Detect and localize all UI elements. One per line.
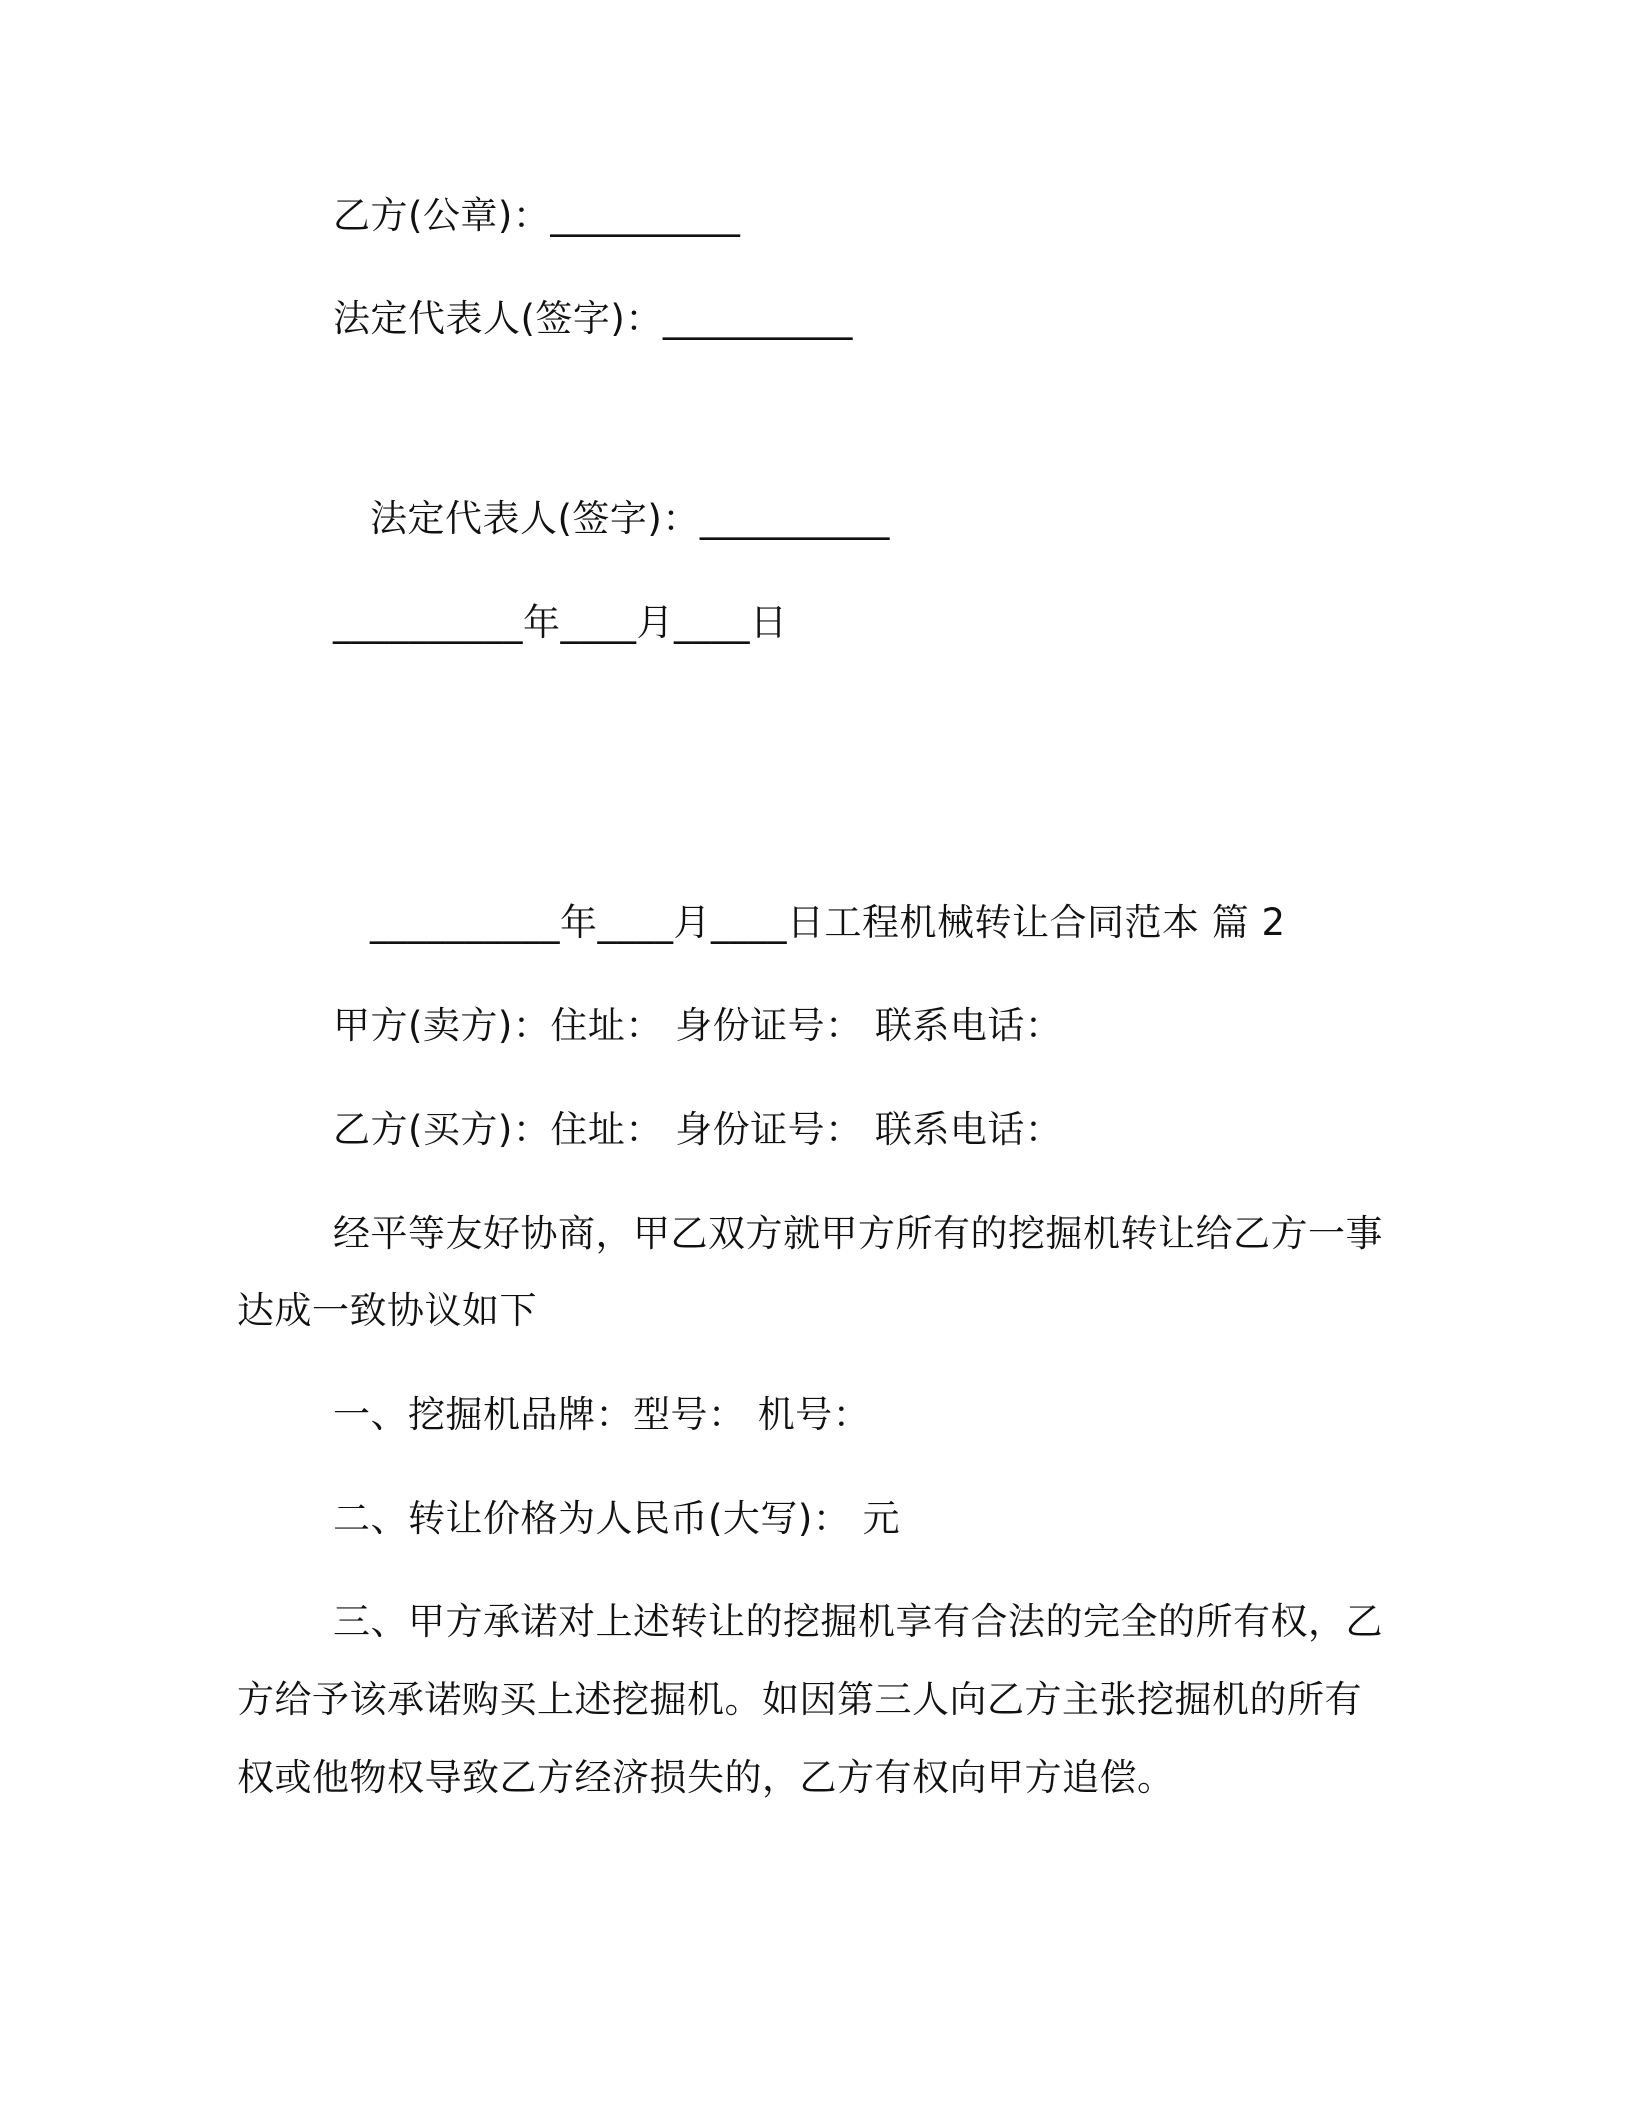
legal-rep-signature-line-2: 法定代表人(签字)：__________ <box>370 497 890 540</box>
section-title: __________年____月____日工程机械转让合同范本 篇 2 <box>370 901 1286 944</box>
clause-3-line-1: 三、甲方承诺对上述转让的挖掘机享有合法的完全的所有权，乙 <box>333 1600 1383 1643</box>
clause-2: 二、转让价格为人民币(大写)： 元 <box>333 1497 901 1540</box>
intro-paragraph-line-1: 经平等友好协商，甲乙双方就甲方所有的挖掘机转让给乙方一事 <box>333 1212 1383 1255</box>
party-b-seal-line: 乙方(公章)：__________ <box>333 194 741 237</box>
legal-rep-signature-line: 法定代表人(签字)：__________ <box>333 297 853 340</box>
date-line: __________年____月____日 <box>333 601 788 644</box>
clause-3-line-2: 方给予该承诺购买上述挖掘机。如因第三人向乙方主张挖掘机的所有 <box>237 1678 1362 1721</box>
intro-paragraph-line-2: 达成一致协议如下 <box>237 1289 537 1332</box>
clause-1: 一、挖掘机品牌：型号： 机号： <box>333 1393 871 1436</box>
party-a-info: 甲方(卖方)：住址： 身份证号： 联系电话： <box>333 1004 1063 1047</box>
clause-3-line-3: 权或他物权导致乙方经济损失的，乙方有权向甲方追偿。 <box>237 1756 1175 1799</box>
party-b-info: 乙方(买方)：住址： 身份证号： 联系电话： <box>333 1108 1063 1151</box>
